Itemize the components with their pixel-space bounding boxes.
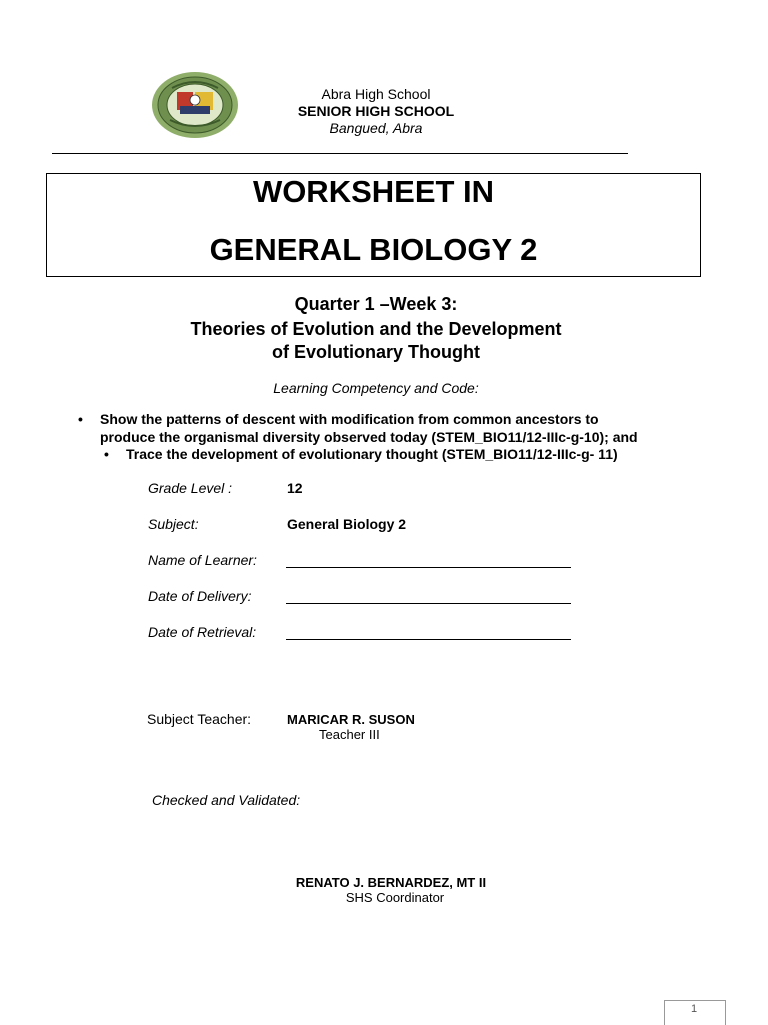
school-name: Abra High School xyxy=(321,86,431,102)
topic-title-line-1: Theories of Evolution and the Development xyxy=(190,319,562,339)
competency-heading: Learning Competency and Code: xyxy=(273,380,479,396)
learner-name-blank[interactable] xyxy=(286,567,571,568)
school-header xyxy=(236,86,516,137)
quarter-week: Quarter 1 –Week 3: xyxy=(294,294,458,314)
coordinator-name: RENATO J. BERNARDEZ, MT II xyxy=(295,875,487,890)
worksheet-title-line-1: WORKSHEET IN xyxy=(252,174,495,209)
school-seal-logo xyxy=(150,70,240,140)
competency-item-2: Trace the development of evolutionary thought (STEM_BIO11/12-IIIc-g- 11) xyxy=(126,446,618,462)
grade-level-label: Grade Level : xyxy=(148,480,233,496)
learner-name-label: Name of Learner: xyxy=(148,552,257,568)
subject-teacher-title: Teacher III xyxy=(319,727,380,742)
retrieval-date-blank[interactable] xyxy=(286,639,571,640)
topic-title-line-2: of Evolutionary Thought xyxy=(272,342,480,362)
subject-teacher-name: MARICAR R. SUSON xyxy=(287,712,415,727)
bullet-marker: • xyxy=(78,411,83,427)
competency-item-1-line-1: Show the patterns of descent with modification from common ancestors to xyxy=(100,411,599,427)
competency-item-1-line-2: produce the organismal diversity observed today (STEM_BIO11/12-IIIc-g-10); and xyxy=(100,429,638,445)
school-location: Bangued, Abra xyxy=(329,120,423,136)
subject-teacher-label: Subject Teacher: xyxy=(147,711,252,727)
school-department: SENIOR HIGH SCHOOL xyxy=(297,103,455,119)
delivery-date-blank[interactable] xyxy=(286,603,571,604)
grade-level-value: 12 xyxy=(287,480,303,496)
checked-validated-label: Checked and Validated: xyxy=(152,792,301,808)
subject-value: General Biology 2 xyxy=(287,516,407,532)
bullet-marker: • xyxy=(104,446,109,462)
delivery-date-label: Date of Delivery: xyxy=(148,588,252,604)
subject-label: Subject: xyxy=(148,516,199,532)
worksheet-title-line-2: GENERAL BIOLOGY 2 xyxy=(209,232,538,267)
page-number: 1 xyxy=(690,1003,698,1015)
coordinator-title: SHS Coordinator xyxy=(345,890,445,905)
header-divider xyxy=(52,153,628,154)
retrieval-date-label: Date of Retrieval: xyxy=(148,624,257,640)
